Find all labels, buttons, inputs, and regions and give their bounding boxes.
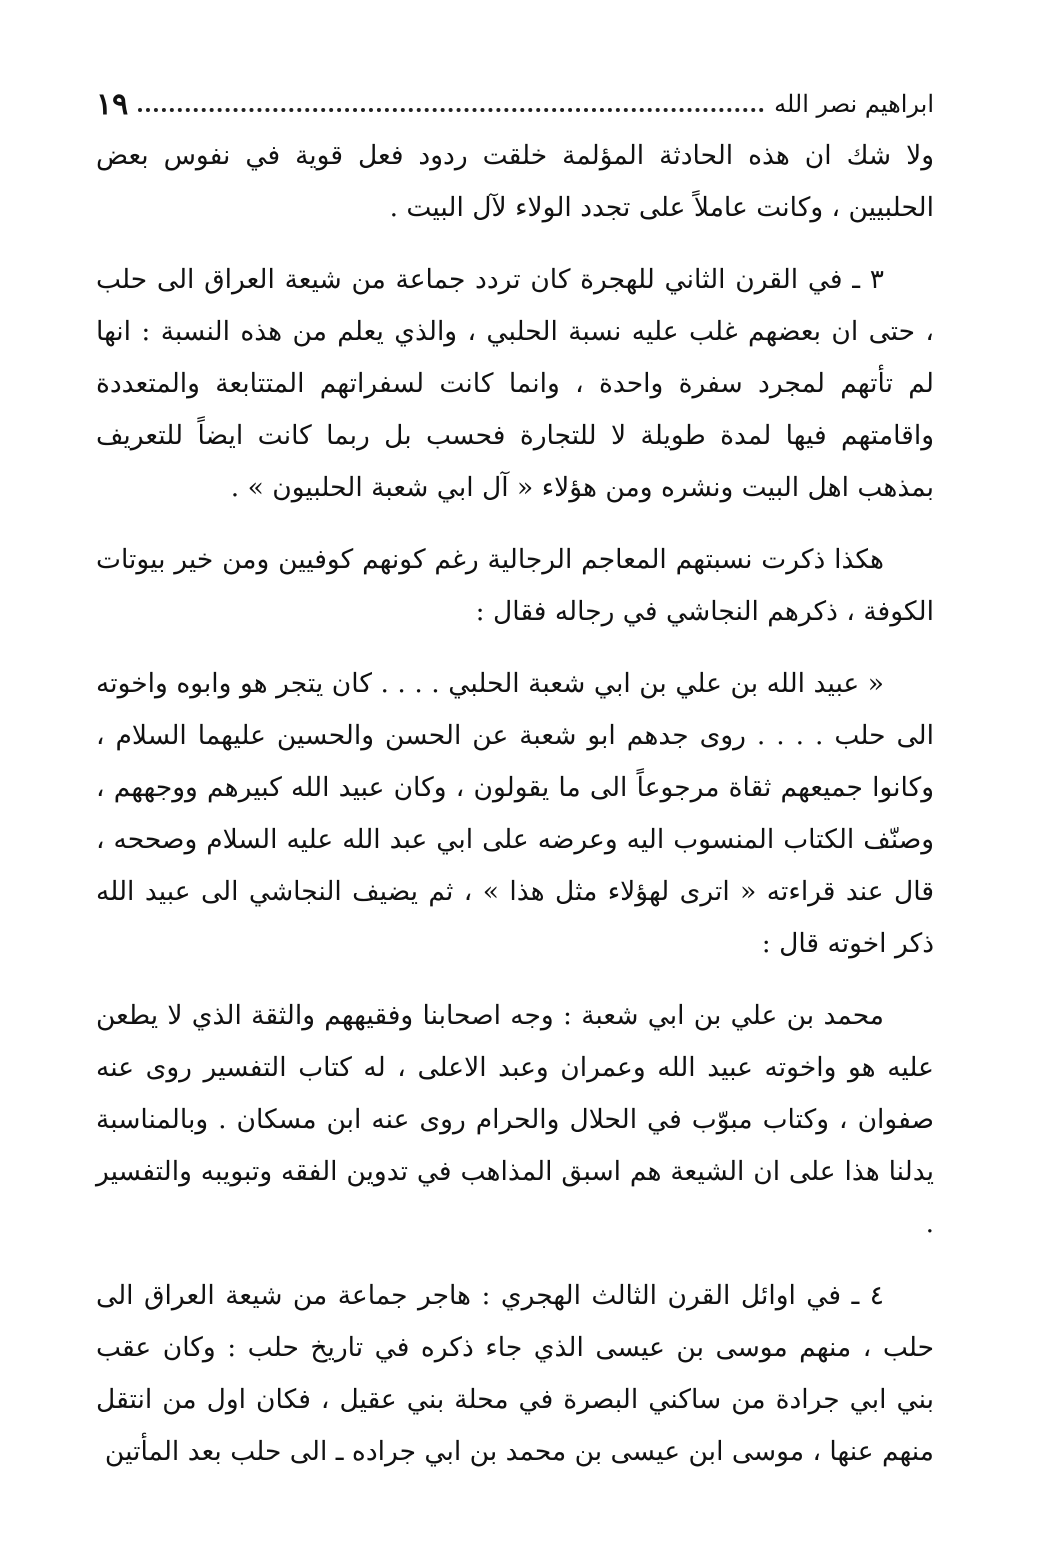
- paragraph-section-4: ٤ ـ في اوائل القرن الثالث الهجري : هاجر جماعة من شيعة العراق الى حلب ، منهم موسى بن عيسى الذي جاء ذكره في تاريخ حلب : وكان عقب بني ابي جرادة من ساكني البصرة في محلة بني عقيل ، فكان اول من انتقل منهم عنها ، موسى ابن عيسى بن محمد بن ابي جراده ـ الى حلب بعد المأتين: [96, 1280, 934, 1467]
- paragraph-muhammad-bin-ali: محمد بن علي بن ابي شعبة : وجه اصحابنا وفقيههم والثقة الذي لا يطعن عليه هو واخوته عبيد الله وعمران وعبد الاعلى ، له كتاب التفسير روى عنه صفوان ، وكتاب مبوّب في الحلال والحرام روى عنه ابن مسكان . وبالمناسبة يدلنا هذا على ان الشيعة هم اسبق المذاهب في تدوين الفقه وتبويبه والتفسير .: [96, 1000, 934, 1239]
- paragraph-najashi-quote: « عبيد الله بن علي بن ابي شعبة الحلبي . . . . كان يتجر هو وابوه واخوته الى حلب . . . . روى جدهم ابو شعبة عن الحسن والحسين عليهما السلام ، وكانوا جميعهم ثقاة مرجوعاً الى ما يقولون ، وكان عبيد الله كبيرهم ووجههم ، وصنّف الكتاب المنسوب اليه وعرضه على ابي عبد الله عليه السلام وصححه ، قال عند قراءته « اترى لهؤلاء مثل هذا » ، ثم يضيف النجاشي الى عبيد الله ذكر اخوته قال :: [96, 668, 934, 959]
- running-header-author: ابراهيم نصر الله: [774, 90, 934, 118]
- dot-leader: [138, 108, 764, 112]
- page-number: ١٩: [96, 86, 129, 122]
- paragraph-section-3: ٣ ـ في القرن الثاني للهجرة كان تردد جماعة من شيعة العراق الى حلب ، حتى ان بعضهم غلب عليه نسبة الحلبي ، والذي يعلم من هذه النسبة : انها لم تأتهم لمجرد سفرة واحدة ، وانما كانت لسفراتهم المتتابعة والمتعددة واقامتهم فيها لمدة طويلة لا للتجارة فحسب بل ربما كانت ايضاً للتعريف بمذهب اهل البيت ونشره ومن هؤلاء « آل ابي شعبة الحلبيون » .: [96, 264, 934, 503]
- paragraph-nisba: هكذا ذكرت نسبتهم المعاجم الرجالية رغم كونهم كوفيين ومن خير بيوتات الكوفة ، ذكرهم النجاشي في رجاله فقال :: [96, 544, 934, 627]
- running-header: [96, 84, 934, 124]
- body-text: [96, 130, 934, 1498]
- paragraph-continuation: ولا شك ان هذه الحادثة المؤلمة خلقت ردود فعل قوية في نفوس بعض الحلبيين ، وكانت عاملاً على تجدد الولاء لآل البيت .: [96, 140, 934, 223]
